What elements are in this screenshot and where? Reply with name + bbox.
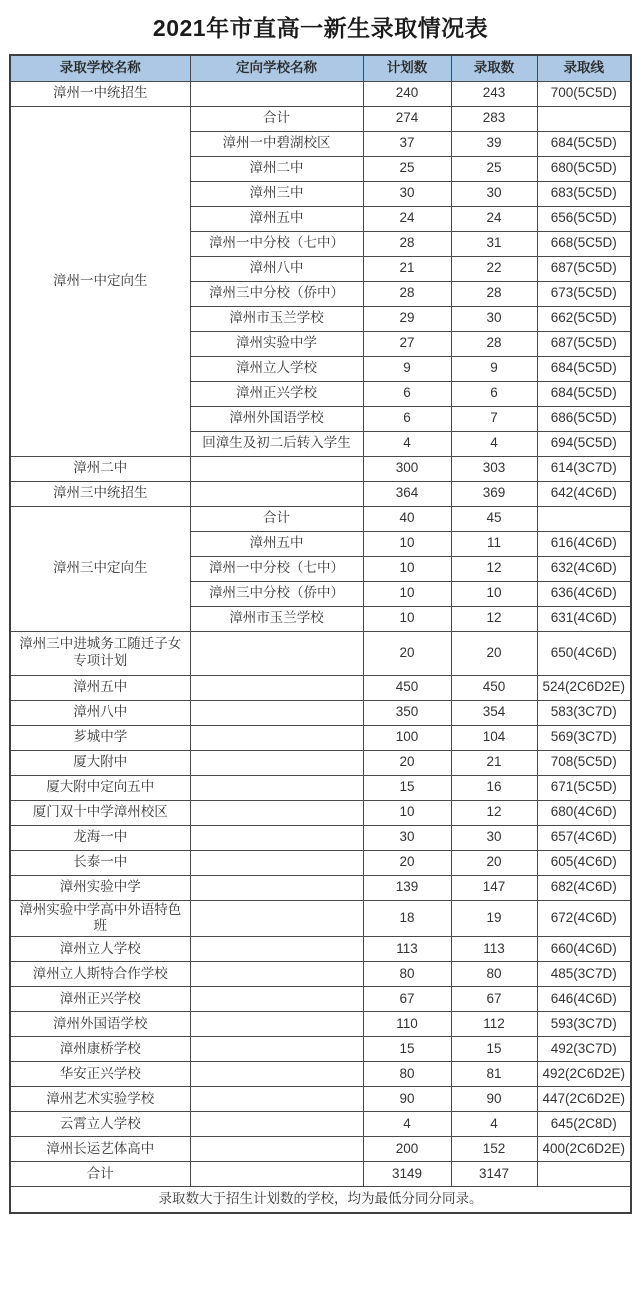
admission-line-cell: 684(5C5D) [537, 131, 631, 156]
admitted-count-cell: 450 [451, 675, 537, 700]
table-row [10, 1012, 631, 1037]
admitted-count-cell: 39 [451, 131, 537, 156]
plan-count-cell: 37 [363, 131, 451, 156]
admission-line-cell: 646(4C6D) [537, 987, 631, 1012]
admission-line-cell: 569(3C7D) [537, 725, 631, 750]
school-cell: 合计 [10, 1162, 190, 1187]
target-school-cell: 漳州五中 [190, 531, 363, 556]
admitted-count-cell: 7 [451, 406, 537, 431]
admitted-count-cell: 4 [451, 1112, 537, 1137]
admitted-count-cell: 16 [451, 775, 537, 800]
admitted-count-cell: 3147 [451, 1162, 537, 1187]
admission-line-cell: 616(4C6D) [537, 531, 631, 556]
admitted-count-cell: 303 [451, 456, 537, 481]
plan-count-cell: 18 [363, 900, 451, 937]
plan-count-cell: 27 [363, 331, 451, 356]
target-school-cell: 合计 [190, 506, 363, 531]
target-school-cell: 漳州正兴学校 [190, 381, 363, 406]
admitted-count-cell: 20 [451, 631, 537, 675]
admitted-count-cell: 4 [451, 431, 537, 456]
admission-line-cell: 583(3C7D) [537, 700, 631, 725]
table-row [10, 456, 631, 481]
plan-count-cell: 28 [363, 231, 451, 256]
plan-count-cell: 100 [363, 725, 451, 750]
plan-count-cell: 4 [363, 1112, 451, 1137]
plan-count-cell: 300 [363, 456, 451, 481]
plan-count-cell: 10 [363, 800, 451, 825]
page-title: 2021年市直高一新生录取情况表 [152, 15, 489, 41]
admission-line-cell: 660(4C6D) [537, 937, 631, 962]
school-cell: 厦大附中 [10, 750, 190, 775]
admission-line-cell: 671(5C5D) [537, 775, 631, 800]
admissions-table [9, 54, 632, 1214]
target-school-cell [190, 631, 363, 675]
plan-count-cell: 15 [363, 775, 451, 800]
target-school-cell [190, 850, 363, 875]
admitted-count-cell: 283 [451, 106, 537, 131]
school-cell: 漳州外国语学校 [10, 1012, 190, 1037]
target-school-cell: 漳州市玉兰学校 [190, 606, 363, 631]
target-school-cell [190, 937, 363, 962]
table-row [10, 1037, 631, 1062]
admitted-count-cell: 19 [451, 900, 537, 937]
admitted-count-cell: 104 [451, 725, 537, 750]
table-row [10, 800, 631, 825]
target-school-cell [190, 900, 363, 937]
school-cell: 漳州实验中学 [10, 875, 190, 900]
plan-count-cell: 25 [363, 156, 451, 181]
admission-line-cell: 686(5C5D) [537, 406, 631, 431]
plan-count-cell: 15 [363, 1037, 451, 1062]
column-header-school: 录取学校名称 [10, 55, 190, 81]
admitted-count-cell: 31 [451, 231, 537, 256]
plan-count-cell: 24 [363, 206, 451, 231]
school-cell: 漳州八中 [10, 700, 190, 725]
plan-count-cell: 30 [363, 825, 451, 850]
target-school-cell: 漳州一中碧湖校区 [190, 131, 363, 156]
school-cell: 漳州五中 [10, 675, 190, 700]
admitted-count-cell: 30 [451, 825, 537, 850]
target-school-cell [190, 1012, 363, 1037]
admission-line-cell: 631(4C6D) [537, 606, 631, 631]
plan-count-cell: 10 [363, 581, 451, 606]
admission-line-cell: 687(5C5D) [537, 256, 631, 281]
school-cell: 漳州立人斯特合作学校 [10, 962, 190, 987]
table-row [10, 81, 631, 106]
plan-count-cell: 20 [363, 750, 451, 775]
school-cell: 漳州长运艺体高中 [10, 1137, 190, 1162]
target-school-cell: 漳州市玉兰学校 [190, 306, 363, 331]
admission-line-cell: 614(3C7D) [537, 456, 631, 481]
plan-count-cell: 20 [363, 631, 451, 675]
header-row [10, 55, 631, 81]
school-cell: 漳州一中统招生 [10, 81, 190, 106]
column-header-target-school: 定向学校名称 [190, 55, 363, 81]
admitted-count-cell: 354 [451, 700, 537, 725]
school-cell: 云霄立人学校 [10, 1112, 190, 1137]
admitted-count-cell: 152 [451, 1137, 537, 1162]
admission-line-cell [537, 506, 631, 531]
school-cell: 漳州正兴学校 [10, 987, 190, 1012]
table-row [10, 506, 631, 531]
table-row [10, 106, 631, 131]
plan-count-cell: 80 [363, 1062, 451, 1087]
admission-line-cell: 683(5C5D) [537, 181, 631, 206]
admitted-count-cell: 10 [451, 581, 537, 606]
table-row [10, 850, 631, 875]
plan-count-cell: 10 [363, 556, 451, 581]
target-school-cell [190, 987, 363, 1012]
plan-count-cell: 350 [363, 700, 451, 725]
table-row [10, 675, 631, 700]
admitted-count-cell: 81 [451, 1062, 537, 1087]
admitted-count-cell: 15 [451, 1037, 537, 1062]
admitted-count-cell: 12 [451, 606, 537, 631]
plan-count-cell: 67 [363, 987, 451, 1012]
admitted-count-cell: 147 [451, 875, 537, 900]
target-school-cell [190, 1162, 363, 1187]
admitted-count-cell: 30 [451, 181, 537, 206]
table-row [10, 1112, 631, 1137]
admission-line-cell: 447(2C6D2E) [537, 1087, 631, 1112]
school-cell: 漳州艺术实验学校 [10, 1087, 190, 1112]
admission-line-cell: 605(4C6D) [537, 850, 631, 875]
plan-count-cell: 10 [363, 606, 451, 631]
school-cell: 厦大附中定向五中 [10, 775, 190, 800]
table-row [10, 1137, 631, 1162]
admission-line-cell: 650(4C6D) [537, 631, 631, 675]
admitted-count-cell: 28 [451, 331, 537, 356]
admitted-count-cell: 112 [451, 1012, 537, 1037]
admission-line-cell: 492(2C6D2E) [537, 1062, 631, 1087]
admitted-count-cell: 25 [451, 156, 537, 181]
footer-note-cell: 录取数大于招生计划数的学校，均为最低分同分同录。 [10, 1187, 631, 1213]
admitted-count-cell: 113 [451, 937, 537, 962]
admitted-count-cell: 9 [451, 356, 537, 381]
admission-line-cell: 672(4C6D) [537, 900, 631, 937]
school-cell: 漳州康桥学校 [10, 1037, 190, 1062]
table-row [10, 750, 631, 775]
plan-count-cell: 113 [363, 937, 451, 962]
admitted-count-cell: 11 [451, 531, 537, 556]
target-school-cell: 合计 [190, 106, 363, 131]
target-school-cell [190, 775, 363, 800]
admission-line-cell: 708(5C5D) [537, 750, 631, 775]
admission-line-cell: 680(4C6D) [537, 800, 631, 825]
admitted-count-cell: 21 [451, 750, 537, 775]
plan-count-cell: 30 [363, 181, 451, 206]
admission-line-cell: 682(4C6D) [537, 875, 631, 900]
target-school-cell: 漳州一中分校（七中） [190, 556, 363, 581]
plan-count-cell: 364 [363, 481, 451, 506]
admitted-count-cell: 90 [451, 1087, 537, 1112]
plan-count-cell: 274 [363, 106, 451, 131]
admission-line-cell: 668(5C5D) [537, 231, 631, 256]
plan-count-cell: 6 [363, 406, 451, 431]
plan-count-cell: 9 [363, 356, 451, 381]
target-school-cell: 回漳生及初二后转入学生 [190, 431, 363, 456]
admitted-count-cell: 24 [451, 206, 537, 231]
admission-line-cell: 700(5C5D) [537, 81, 631, 106]
table-row [10, 875, 631, 900]
admitted-count-cell: 28 [451, 281, 537, 306]
admission-line-cell: 485(3C7D) [537, 962, 631, 987]
plan-count-cell: 240 [363, 81, 451, 106]
target-school-cell [190, 1037, 363, 1062]
admission-line-cell: 687(5C5D) [537, 331, 631, 356]
target-school-cell [190, 456, 363, 481]
column-header-plan-count: 计划数 [363, 55, 451, 81]
admitted-count-cell: 369 [451, 481, 537, 506]
table-row [10, 725, 631, 750]
target-school-cell [190, 825, 363, 850]
table-row [10, 700, 631, 725]
target-school-cell: 漳州三中分校（侨中） [190, 581, 363, 606]
target-school-cell: 漳州八中 [190, 256, 363, 281]
table-row [10, 775, 631, 800]
admission-line-cell: 636(4C6D) [537, 581, 631, 606]
school-cell: 漳州三中定向生 [10, 506, 190, 631]
table-row [10, 481, 631, 506]
admission-line-cell: 673(5C5D) [537, 281, 631, 306]
table-row [10, 937, 631, 962]
target-school-cell [190, 725, 363, 750]
table-row [10, 987, 631, 1012]
plan-count-cell: 20 [363, 850, 451, 875]
plan-count-cell: 80 [363, 962, 451, 987]
plan-count-cell: 3149 [363, 1162, 451, 1187]
school-cell: 华安正兴学校 [10, 1062, 190, 1087]
plan-count-cell: 29 [363, 306, 451, 331]
target-school-cell: 漳州三中分校（侨中） [190, 281, 363, 306]
admission-line-cell: 656(5C5D) [537, 206, 631, 231]
table-row [10, 1062, 631, 1087]
target-school-cell: 漳州实验中学 [190, 331, 363, 356]
target-school-cell: 漳州一中分校（七中） [190, 231, 363, 256]
table-row [10, 825, 631, 850]
target-school-cell [190, 1112, 363, 1137]
admitted-count-cell: 6 [451, 381, 537, 406]
admission-line-cell: 684(5C5D) [537, 381, 631, 406]
target-school-cell [190, 1087, 363, 1112]
target-school-cell [190, 81, 363, 106]
admitted-count-cell: 67 [451, 987, 537, 1012]
admission-line-cell [537, 106, 631, 131]
target-school-cell: 漳州二中 [190, 156, 363, 181]
school-cell: 漳州一中定向生 [10, 106, 190, 456]
admission-line-cell: 492(3C7D) [537, 1037, 631, 1062]
school-cell: 漳州立人学校 [10, 937, 190, 962]
school-cell: 漳州三中进城务工随迁子女专项计划 [10, 631, 190, 675]
target-school-cell [190, 1137, 363, 1162]
plan-count-cell: 4 [363, 431, 451, 456]
target-school-cell [190, 1062, 363, 1087]
target-school-cell [190, 750, 363, 775]
target-school-cell: 漳州五中 [190, 206, 363, 231]
school-cell: 长泰一中 [10, 850, 190, 875]
table-row [10, 1087, 631, 1112]
plan-count-cell: 21 [363, 256, 451, 281]
column-header-admission-line: 录取线 [537, 55, 631, 81]
admission-line-cell: 684(5C5D) [537, 356, 631, 381]
admitted-count-cell: 80 [451, 962, 537, 987]
table-row [10, 631, 631, 675]
plan-count-cell: 10 [363, 531, 451, 556]
admission-line-cell: 400(2C6D2E) [537, 1137, 631, 1162]
admission-line-cell: 524(2C6D2E) [537, 675, 631, 700]
admission-line-cell: 694(5C5D) [537, 431, 631, 456]
admitted-count-cell: 12 [451, 800, 537, 825]
plan-count-cell: 110 [363, 1012, 451, 1037]
target-school-cell [190, 700, 363, 725]
target-school-cell [190, 962, 363, 987]
admission-line-cell: 680(5C5D) [537, 156, 631, 181]
admission-line-cell: 593(3C7D) [537, 1012, 631, 1037]
target-school-cell [190, 875, 363, 900]
admission-line-cell: 632(4C6D) [537, 556, 631, 581]
target-school-cell [190, 481, 363, 506]
table-row [10, 900, 631, 937]
table-row [10, 1162, 631, 1187]
target-school-cell [190, 675, 363, 700]
school-cell: 芗城中学 [10, 725, 190, 750]
column-header-admitted-count: 录取数 [451, 55, 537, 81]
admission-line-cell: 642(4C6D) [537, 481, 631, 506]
admitted-count-cell: 45 [451, 506, 537, 531]
plan-count-cell: 90 [363, 1087, 451, 1112]
plan-count-cell: 28 [363, 281, 451, 306]
school-cell: 厦门双十中学漳州校区 [10, 800, 190, 825]
admission-line-cell [537, 1162, 631, 1187]
target-school-cell: 漳州立人学校 [190, 356, 363, 381]
plan-count-cell: 139 [363, 875, 451, 900]
table-row [10, 962, 631, 987]
plan-count-cell: 6 [363, 381, 451, 406]
footer-note-row [10, 1187, 631, 1213]
school-cell: 龙海一中 [10, 825, 190, 850]
target-school-cell: 漳州三中 [190, 181, 363, 206]
admission-line-cell: 662(5C5D) [537, 306, 631, 331]
admitted-count-cell: 20 [451, 850, 537, 875]
plan-count-cell: 40 [363, 506, 451, 531]
target-school-cell: 漳州外国语学校 [190, 406, 363, 431]
plan-count-cell: 450 [363, 675, 451, 700]
admission-line-cell: 645(2C8D) [537, 1112, 631, 1137]
admitted-count-cell: 22 [451, 256, 537, 281]
admitted-count-cell: 30 [451, 306, 537, 331]
plan-count-cell: 200 [363, 1137, 451, 1162]
school-cell: 漳州实验中学高中外语特色班 [10, 900, 190, 937]
admitted-count-cell: 12 [451, 556, 537, 581]
admitted-count-cell: 243 [451, 81, 537, 106]
admission-line-cell: 657(4C6D) [537, 825, 631, 850]
target-school-cell [190, 800, 363, 825]
school-cell: 漳州二中 [10, 456, 190, 481]
school-cell: 漳州三中统招生 [10, 481, 190, 506]
